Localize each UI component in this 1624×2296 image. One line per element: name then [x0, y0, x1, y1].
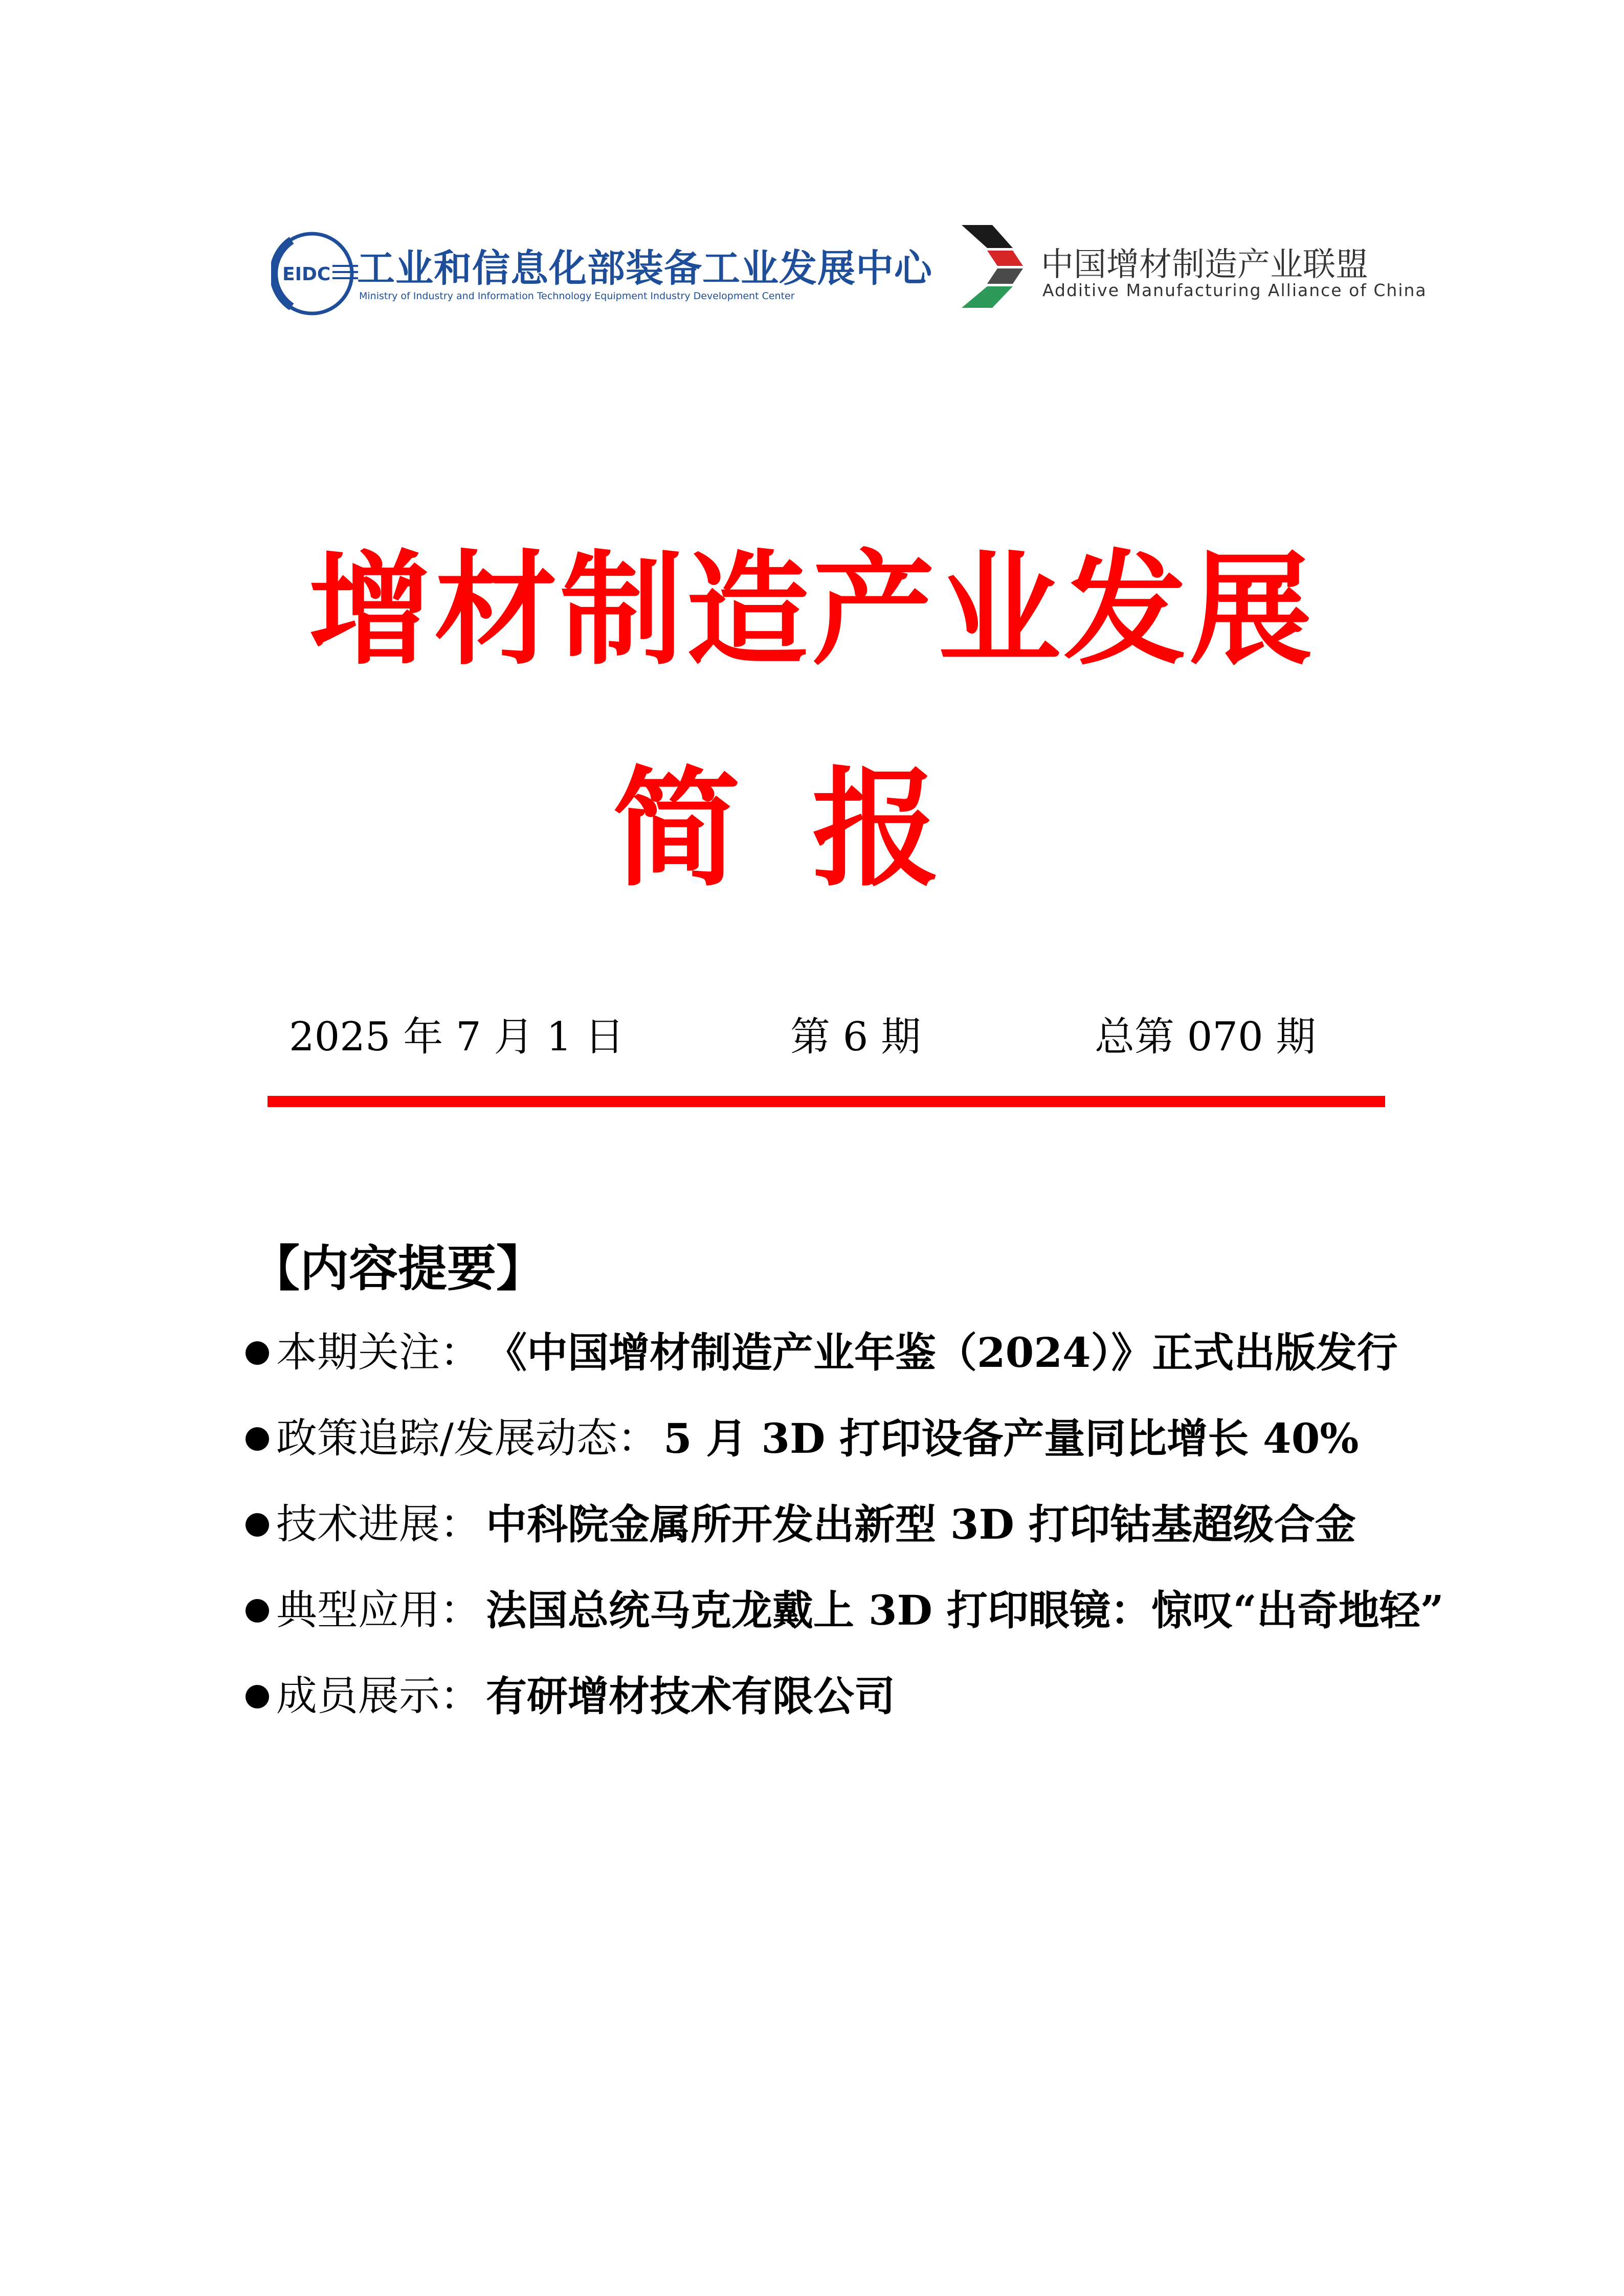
bullet-icon	[246, 1685, 269, 1708]
bulletin-title-line1: 增材制造产业发展	[308, 537, 1316, 682]
bullet-icon	[246, 1599, 269, 1623]
list-item	[246, 1327, 1444, 1413]
summary-item-text: 中科院金属所开发出新型 3D 打印钴基超级合金	[486, 1500, 1356, 1548]
summary-heading: 【内容提要】	[251, 1240, 545, 1297]
summary-list	[246, 1327, 1444, 1757]
summary-item-label: 典型应用：	[276, 1586, 481, 1634]
issue-number: 第 6 期	[790, 1014, 921, 1060]
amac-name: 中国增材制造产业联盟	[1041, 246, 1368, 284]
summary-item-text: 《中国增材制造产业年鉴（2024）》正式出版发行	[486, 1329, 1398, 1377]
bullet-icon	[246, 1427, 269, 1451]
eidc-mark-text: EIDC	[282, 264, 331, 285]
list-item	[246, 1499, 1444, 1585]
eidc-emblem-icon	[271, 225, 358, 322]
amac-english-name: Additive Manufacturing Alliance of China	[1042, 280, 1427, 300]
eidc-logo	[271, 225, 932, 322]
summary-item-label: 本期关注：	[276, 1329, 481, 1376]
eidc-english-name: Ministry of Industry and Information Technology Equipment Industry Development Center	[359, 290, 795, 302]
summary-item-label: 政策追踪/发展动态：	[276, 1414, 658, 1462]
summary-item-text: 有研增材技术有限公司	[486, 1672, 895, 1720]
bullet-icon	[246, 1513, 269, 1537]
header-divider	[268, 1096, 1385, 1107]
list-item	[246, 1585, 1444, 1671]
list-item	[246, 1413, 1444, 1499]
issue-total-number: 总第 070 期	[1095, 1014, 1316, 1060]
bulletin-title-line2: 简报	[612, 753, 1012, 904]
amac-emblem-icon	[956, 220, 1028, 312]
list-item	[246, 1671, 1444, 1757]
issue-date: 2025 年 7 月 1 日	[289, 1014, 625, 1060]
summary-item-text: 法国总统马克龙戴上 3D 打印眼镜：惊叹“出奇地轻”	[486, 1586, 1444, 1634]
summary-item-text: 5 月 3D 打印设备产量同比增长 40%	[663, 1414, 1359, 1462]
bullet-icon	[246, 1341, 269, 1365]
amac-logo	[956, 220, 1427, 317]
summary-item-label: 成员展示：	[276, 1672, 481, 1720]
eidc-name: 工业和信息化部装备工业发展中心	[357, 246, 932, 290]
summary-item-label: 技术进展：	[276, 1500, 481, 1548]
